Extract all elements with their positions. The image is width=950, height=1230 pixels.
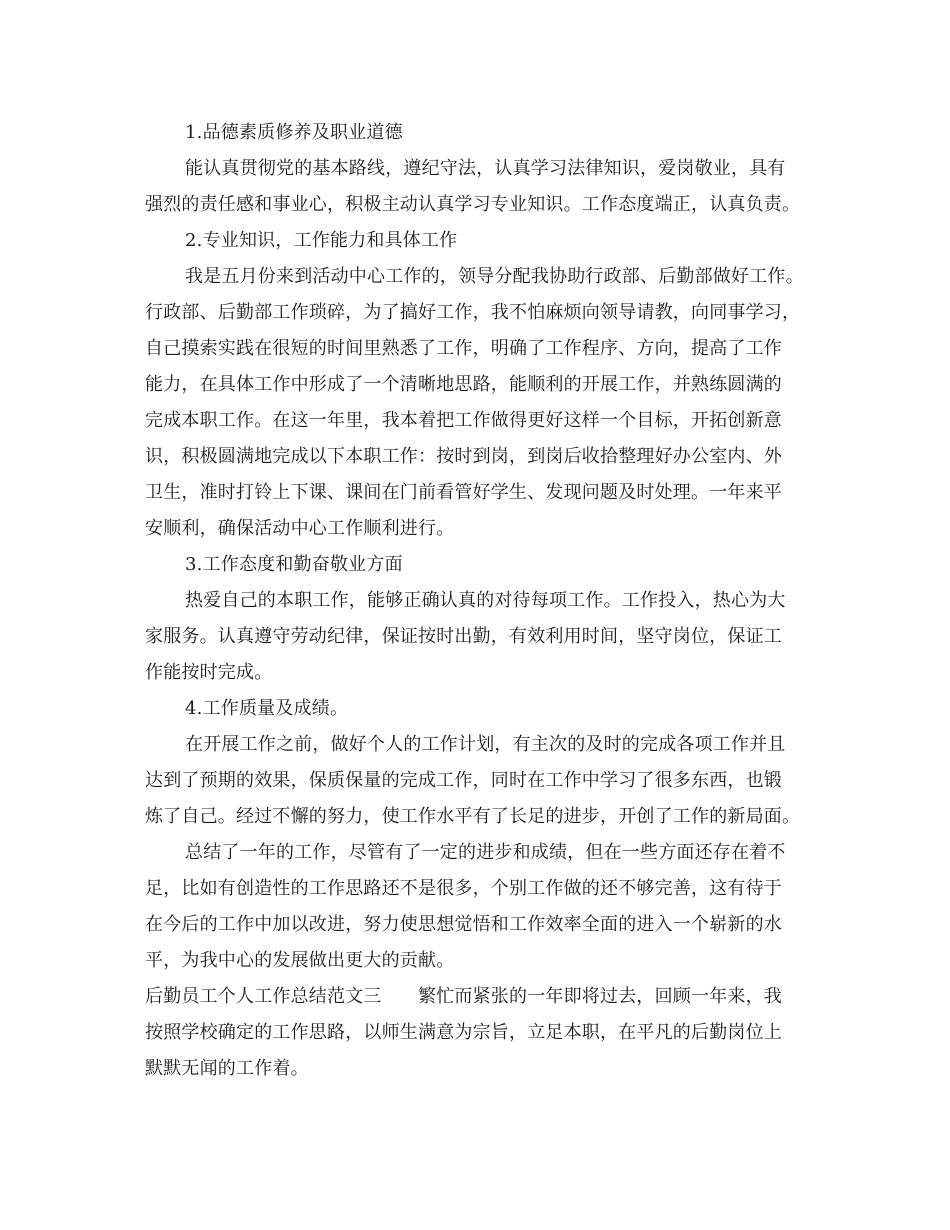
paragraph-line: 默默无闻的工作着。 [145, 1058, 309, 1079]
section-title-line: 后勤员工个人工作总结范文三 繁忙而紧张的一年即将过去，回顾一年来，我 [145, 986, 782, 1007]
paragraph-line: 作能按时完成。 [145, 662, 273, 683]
paragraph-line: 在今后的工作中加以改进，努力使思想觉悟和工作效率全面的进入一个崭新的水 [145, 914, 782, 935]
paragraph-line: 按照学校确定的工作思路，以师生满意为宗旨，立足本职，在平凡的后勤岗位上 [145, 1022, 782, 1043]
heading-1: 1.品德素质修养及职业道德 [185, 122, 403, 143]
paragraph-line: 安顺利，确保活动中心工作顺利进行。 [145, 518, 455, 539]
paragraph-line: 达到了预期的效果，保质保量的完成工作，同时在工作中学习了很多东西，也锻 [145, 770, 782, 791]
paragraph-line: 我是五月份来到活动中心工作的，领导分配我协助行政部、后勤部做好工作。 [185, 266, 804, 287]
paragraph-line: 能认真贯彻党的基本路线，遵纪守法，认真学习法律知识，爱岗敬业，具有 [185, 158, 786, 179]
paragraph-line: 能力，在具体工作中形成了一个清晰地思路，能顺利的开展工作，并熟练圆满的 [145, 374, 782, 395]
heading-2: 2.专业知识，工作能力和具体工作 [185, 230, 458, 251]
paragraph-line: 炼了自己。经过不懈的努力，使工作水平有了长足的进步，开创了工作的新局面。 [145, 806, 801, 827]
paragraph-line: 行政部、后勤部工作琐碎，为了搞好工作，我不怕麻烦向领导请教，向同事学习， [145, 302, 801, 323]
paragraph-line: 热爱自己的本职工作，能够正确认真的对待每项工作。工作投入，热心为大 [185, 590, 786, 611]
paragraph-line: 卫生，准时打铃上下课、课间在门前看管好学生、发现问题及时处理。一年来平 [145, 482, 782, 503]
paragraph-line: 完成本职工作。在这一年里，我本着把工作做得更好这样一个目标，开拓创新意 [145, 410, 782, 431]
paragraph-line: 识，积极圆满地完成以下本职工作：按时到岗，到岗后收拾整理好办公室内、外 [145, 446, 782, 467]
paragraph-line: 总结了一年的工作，尽管有了一定的进步和成绩，但在一些方面还存在着不 [185, 842, 786, 863]
paragraph-line: 家服务。认真遵守劳动纪律，保证按时出勤，有效利用时间，坚守岗位，保证工 [145, 626, 782, 647]
heading-3: 3.工作态度和勤奋敬业方面 [185, 554, 403, 575]
paragraph-line: 平，为我中心的发展做出更大的贡献。 [145, 950, 455, 971]
paragraph-line: 强烈的责任感和事业心，积极主动认真学习专业知识。工作态度端正，认真负责。 [145, 194, 801, 215]
heading-4: 4.工作质量及成绩。 [185, 698, 349, 719]
paragraph-line: 自己摸索实践在很短的时间里熟悉了工作，明确了工作程序、方向，提高了工作 [145, 338, 782, 359]
paragraph-line: 足，比如有创造性的工作思路还不是很多，个别工作做的还不够完善，这有待于 [145, 878, 782, 899]
paragraph-line: 在开展工作之前，做好个人的工作计划，有主次的及时的完成各项工作并且 [185, 734, 786, 755]
